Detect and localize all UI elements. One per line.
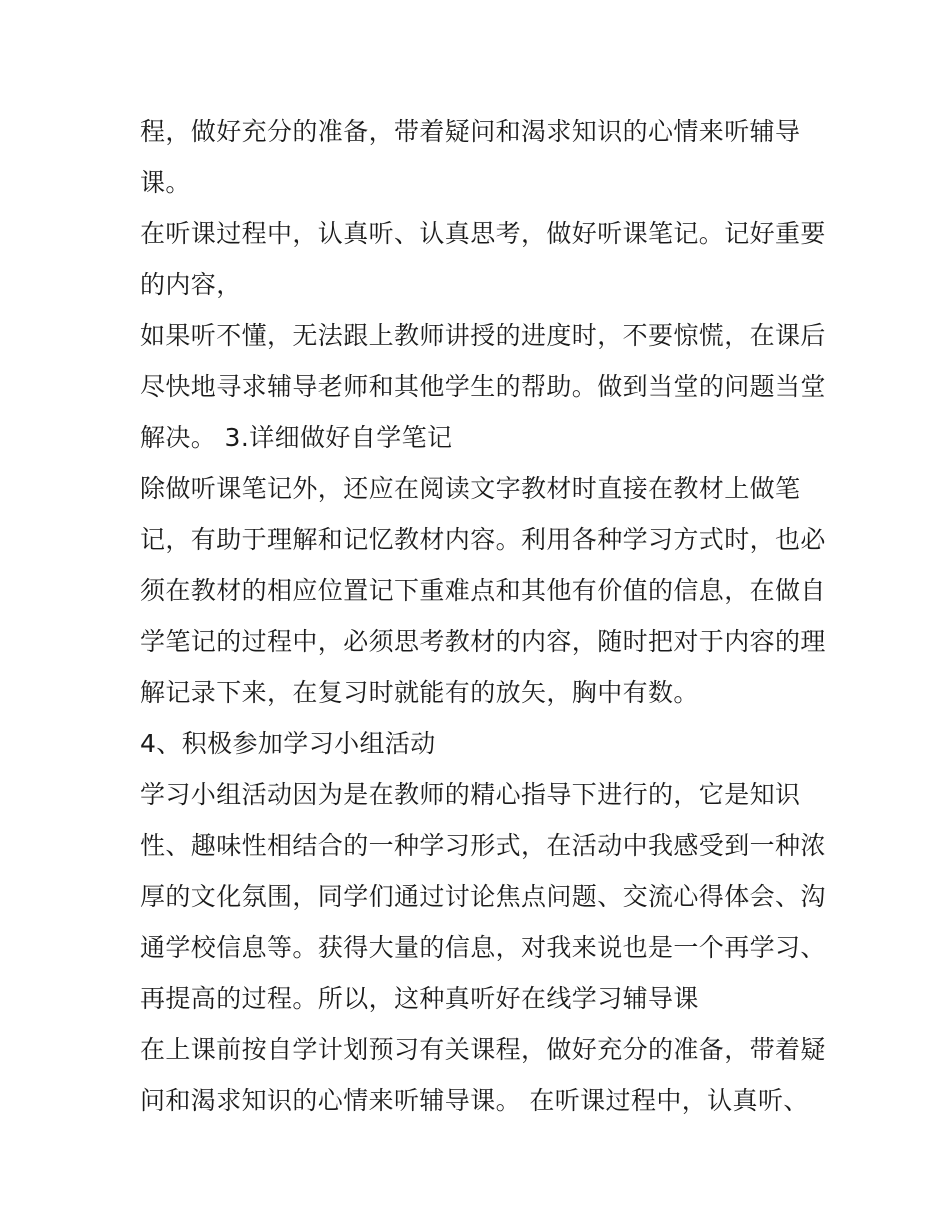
text-line-13: 4、积极参加学习小组活动 (140, 729, 436, 758)
text-line-11: 学笔记的过程中，必须思考教材的内容，随时把对于内容的理 (140, 627, 826, 656)
text-line-3: 在听课过程中，认真听、认真思考，做好听课笔记。记好重要 (140, 219, 826, 248)
text-line-4: 的内容， (140, 270, 242, 299)
text-line-1: 程，做好充分的准备，带着疑问和渴求知识的心情来听辅导 (140, 117, 801, 146)
text-line-14: 学习小组活动因为是在教师的精心指导下进行的，它是知识 (140, 780, 801, 809)
text-line-2: 课。 (140, 168, 191, 197)
text-line-7: 解决。 3.详细做好自学笔记 (140, 423, 453, 452)
text-line-15: 性、趣味性相结合的一种学习形式，在活动中我感受到一种浓 (140, 831, 826, 860)
text-line-10: 须在教材的相应位置记下重难点和其他有价值的信息，在做自 (140, 576, 826, 605)
text-line-9: 记，有助于理解和记忆教材内容。利用各种学习方式时，也必 (140, 525, 826, 554)
text-line-12: 解记录下来，在复习时就能有的放矢，胸中有数。 (140, 678, 699, 707)
text-line-8: 除做听课笔记外，还应在阅读文字教材时直接在教材上做笔 (140, 474, 801, 503)
body-text (140, 106, 830, 1126)
text-line-16: 厚的文化氛围，同学们通过讨论焦点问题、交流心得体会、沟 (140, 882, 826, 911)
text-line-19: 在上课前按自学计划预习有关课程，做好充分的准备，带着疑 (140, 1035, 826, 1064)
text-line-18: 再提高的过程。所以，这种真听好在线学习辅导课 (140, 984, 699, 1013)
text-line-20: 问和渴求知识的心情来听辅导课。 在听课过程中，认真听、 (140, 1086, 809, 1115)
text-line-6: 尽快地寻求辅导老师和其他学生的帮助。做到当堂的问题当堂 (140, 372, 826, 401)
text-line-5: 如果听不懂，无法跟上教师讲授的进度时，不要惊慌，在课后 (140, 321, 826, 350)
text-line-17: 通学校信息等。获得大量的信息，对我来说也是一个再学习、 (140, 933, 826, 962)
